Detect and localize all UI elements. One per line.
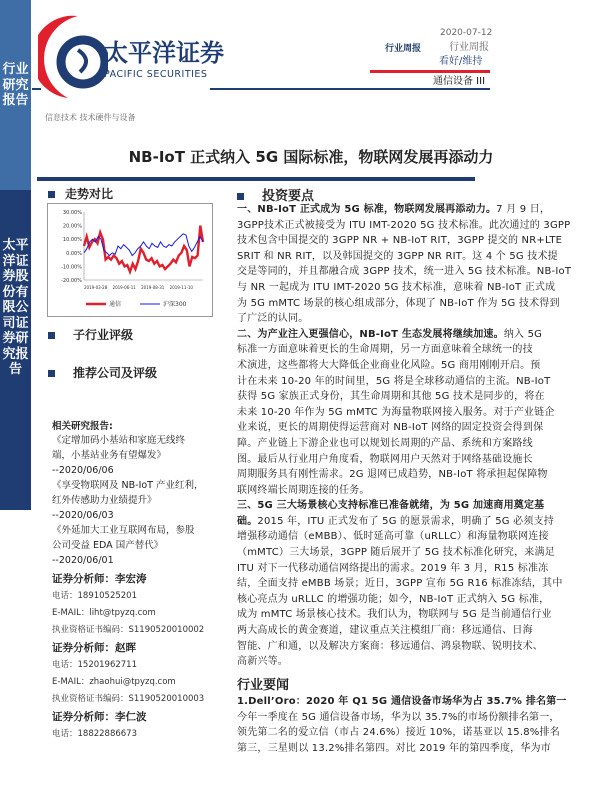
text-line [237, 374, 571, 390]
y-tick-label: 0.00% [66, 250, 82, 257]
line-text: 与 NR 一起成为 ITU IMT-2020 5G 技术标准，意味着 NB-IoT 正式成 [237, 281, 556, 293]
x-tick-label: 2019-06-11 [112, 285, 136, 290]
line-text: 纳入 5G [503, 328, 543, 340]
line-text: 智能、广和通，以及解决方案商：移远通信、鸿泉物联、锐明技术、 [237, 640, 543, 652]
line-text: 3GPP技术正式被接受为 ITU IMT-2020 5G 技术标准。此次通过的 3GPP [237, 219, 571, 231]
investment-heading: 投资要点 [237, 185, 314, 204]
analyst-phone: 电话：18910525201 [52, 591, 137, 601]
report-title-line: 公司受益 EDA 国产替代》 [52, 540, 164, 551]
text-line [237, 654, 571, 670]
line-text: 图。最后从行业用户角度看，物联网用户天然对于网络基础设施长 [237, 453, 533, 465]
line-text: 获得 5G 家族正式身份，其生命周期和其他 5G 技术是同步的，将在 [237, 391, 545, 403]
text-line [237, 249, 571, 265]
line-text: 成为 mMTC 场景核心技术。我们认为，物联网与 5G 是当前通信行业 [237, 609, 552, 621]
page-title: NB-IoT 正式纳入 5G 国际标准，物联网发展再添动力 [128, 148, 494, 166]
text-line [237, 592, 571, 608]
analyst-cert: 执业资格证书编码：S1190520010003 [52, 694, 205, 704]
line-text: 为 5G mMTC 场景的核心组成部分，体现了 NB-IoT 作为 5G 技术得到 [237, 297, 560, 309]
report-title-line: 《享受物联网及 NB-IoT 产业红利， [52, 480, 204, 491]
analyst-phone: 电话：15201962711 [52, 660, 137, 670]
analyst-block [52, 570, 204, 639]
report-date: --2020/06/01 [52, 555, 114, 566]
text-line [237, 342, 571, 358]
bold-lead: 一、NB-IoT 正式成为 5G 标准，物联网发展再添动力。 [237, 204, 497, 215]
analyst-block [52, 708, 204, 743]
line-text: 障。产业链上下游企业也可以规划长周期的产品、系统和方案路线 [237, 437, 533, 449]
x-tick-label: 2019-08-31 [141, 285, 165, 290]
sidebar-top-text: 行业研究报告 [2, 62, 29, 108]
analyst-phone: 电话：18822886673 [52, 729, 137, 739]
text-line [237, 623, 571, 639]
text-line [237, 420, 571, 436]
report-date: --2020/06/03 [52, 510, 114, 521]
industry-label: 通信设备 III [433, 76, 486, 87]
analyst-name: 证券分析师：赵晖 [52, 642, 136, 654]
text-line [237, 436, 571, 452]
rating: 看好/维持 [439, 56, 483, 67]
section-1 [237, 202, 571, 327]
y-tick-label: 20.00% [62, 223, 82, 230]
analyst-email: E-MAIL：zhaohui@tpyzq.com [52, 677, 176, 687]
line-text: 今年一季度在 5G 通信设备市场，华为以 35.7%的市场份额排名第一， [237, 711, 560, 723]
text-line [237, 483, 571, 499]
line-text: 周期服务具有刚性需求。2G 退网已成趋势，NB-IoT 将承担起保障物 [237, 469, 548, 481]
line-text: 高新兴等。 [237, 656, 288, 668]
line-text: ITU 对下一代移动通信网络提出的需求。2019 年 3 月，R15 标准冻 [237, 562, 549, 574]
legend-label: 通信 [109, 301, 122, 308]
text-line [237, 218, 571, 234]
sub-rating-heading: 子行业评级 [48, 326, 133, 343]
analyst-name: 证券分析师：李宏涛 [52, 573, 147, 585]
text-line [237, 576, 571, 592]
text-line [237, 405, 571, 421]
report-date: 2020-07-12 [440, 28, 493, 38]
text-line [237, 514, 571, 530]
text-line [237, 529, 571, 545]
report-title-line: 《外延加大工业互联网布局，参股 [52, 525, 195, 536]
analyst-block [52, 639, 204, 708]
company-rating-heading: 推荐公司及评级 [48, 364, 157, 381]
line-text: 术演进，这些都将大大降低企业商业化风险。5G 商用刚刚开启。预 [237, 359, 541, 371]
text-line [237, 233, 571, 249]
text-line [237, 311, 571, 327]
text-line [237, 264, 571, 280]
line-text: SRIT 和 NR RIT，以及韩国提交的 3GPP NR RIT。这 4 个 5G 技术提 [237, 250, 558, 262]
section-2 [237, 327, 571, 499]
trend-heading: 走势对比 [48, 185, 113, 202]
line-text: 计在未来 10-20 年的时间里，5G 将是全球移动通信的主流。NB-IoT [237, 375, 551, 387]
text-line [237, 639, 571, 655]
report-date: --2020/06/06 [52, 465, 114, 476]
analyst-cert: 执业资格证书编码：S1190520010002 [52, 625, 205, 635]
line-text: 核心亮点为 uRLLC 的增强功能；如今，NB-IoT 正式纳入 5G 标准， [237, 593, 550, 605]
bold-lead: 二、为产业注入更强信心，NB-IoT 生态发展将继续加速。 [237, 328, 504, 340]
text-line [237, 741, 567, 757]
sidebar-bottom [0, 190, 31, 510]
related-report [52, 523, 230, 568]
header-red-line [370, 70, 490, 73]
text-line [237, 280, 571, 296]
line-text: 领先第二名的爱立信（市占 24.6%）接近 10%，诺基亚以 15.8%排名 [237, 727, 560, 739]
line-text: 结，全面支持 eMBB 场景；近日，3GPP 宣布 5G R16 标准冻结，其中 [237, 578, 563, 590]
related-report [52, 478, 230, 523]
line-text: 业来说，更长的周期使得运营商对 NB-IoT 网络的固定投资会得到保 [237, 422, 544, 434]
sidebar-bottom-text: 太平洋证券股份有限公司证券研究报告 [2, 238, 29, 377]
series-line-通信 [84, 226, 203, 272]
line-text: 交是等同的，并且都融合成 3GPP 技术，统一进入 5G 技术标准。NB-IoT [237, 266, 572, 278]
trend-chart [47, 203, 213, 317]
y-tick-label: 30.00% [62, 210, 82, 216]
y-tick-label: -10.00% [61, 264, 82, 271]
line-text: 了广泛的认同。 [237, 313, 309, 325]
legend-label: 沪深300 [163, 301, 187, 308]
text-line [237, 389, 571, 405]
text-line [237, 358, 571, 374]
report-type: 行业周报 [449, 42, 489, 53]
line-text: 第三，三星则以 13.2%排名第四。对比 2019 年的第四季度，华为市 [237, 742, 551, 754]
text-line [237, 725, 567, 741]
line-text: 2015 年，ITU 正式发布了 5G 的愿景需求，明确了 5G 必须支持 [257, 515, 554, 527]
line-text: 两大高成长的黄金赛道，建议重点关注模组厂商：移远通信、日海 [237, 625, 533, 637]
text-line [237, 710, 567, 726]
text-line [237, 467, 571, 483]
line-text: 增强移动通信（eMBB）、低时延高可靠（uRLLC）和海量物联网连接 [237, 531, 549, 543]
line-text: 联网终端长周期连接的任务。 [237, 484, 370, 496]
y-tick-label: -20.00% [61, 278, 82, 284]
company-logo-icon [38, 12, 108, 102]
company-name-cn: 太平洋证券 [104, 39, 224, 67]
trend-chart-svg [48, 204, 214, 318]
report-type-bold: 行业周报 [385, 44, 422, 54]
related-report [52, 433, 230, 478]
bold-lead: 三、5G 三大场景核心支持标准已准备就绪，为 5G 加速商用奠定基 [237, 500, 545, 512]
x-tick-label: 2019-03-28 [84, 285, 108, 290]
header-divider [210, 88, 490, 90]
title-divider [37, 177, 475, 181]
text-line [237, 545, 571, 561]
company-name-en: PACIFIC SECURITIES [104, 69, 208, 80]
news-heading: 行业要闻 [237, 678, 290, 693]
report-title-line: 端，小基站业务有望爆发》 [52, 450, 167, 461]
line-text: （mMTC）三大场景，3GPP 随后展开了 5G 技术标准化研究，来满足 [237, 547, 555, 559]
text-line [237, 452, 571, 468]
line-text: 标准一方面意味着更长的生命周期，另一方面意味着全球统一的技 [237, 344, 533, 356]
bold-lead: 1.Dell’Oro：2020 年 Q1 5G 通信设备市场华为占 35.7% 排名第一 [237, 696, 567, 707]
text-line [237, 607, 571, 623]
x-tick-label: 2019-11-10 [169, 285, 193, 290]
analyst-name: 证券分析师：李仁波 [52, 711, 147, 723]
text-line [237, 327, 571, 343]
y-tick-label: 10.00% [62, 237, 82, 244]
text-line [237, 561, 571, 577]
report-title-line: 《定增加码小基站和家庭无线终 [52, 435, 186, 446]
report-title-line: 红外传感助力业绩提升》 [52, 495, 157, 506]
category-breadcrumb: 信息技术 技术硬件与设备 [45, 113, 136, 122]
text-line [237, 694, 567, 710]
analyst-email: E-MAIL：liht@tpyzq.com [52, 608, 156, 618]
text-line [237, 296, 571, 312]
section-3 [237, 498, 571, 670]
text-line [237, 498, 571, 514]
line-text: 7 月 9 日， [496, 204, 551, 215]
bold-lead: 础。 [237, 515, 258, 527]
text-line [237, 202, 571, 218]
line-text: 技术包含中国提交的 3GPP NR + NB-IoT RIT，3GPP 提交的 NR+LTE [237, 235, 563, 247]
line-text: 未来 10-20 年作为 5G mMTC 为海量物联网接入服务。对于产业链企 [237, 406, 555, 418]
related-heading: 相关研究报告: [52, 421, 113, 432]
